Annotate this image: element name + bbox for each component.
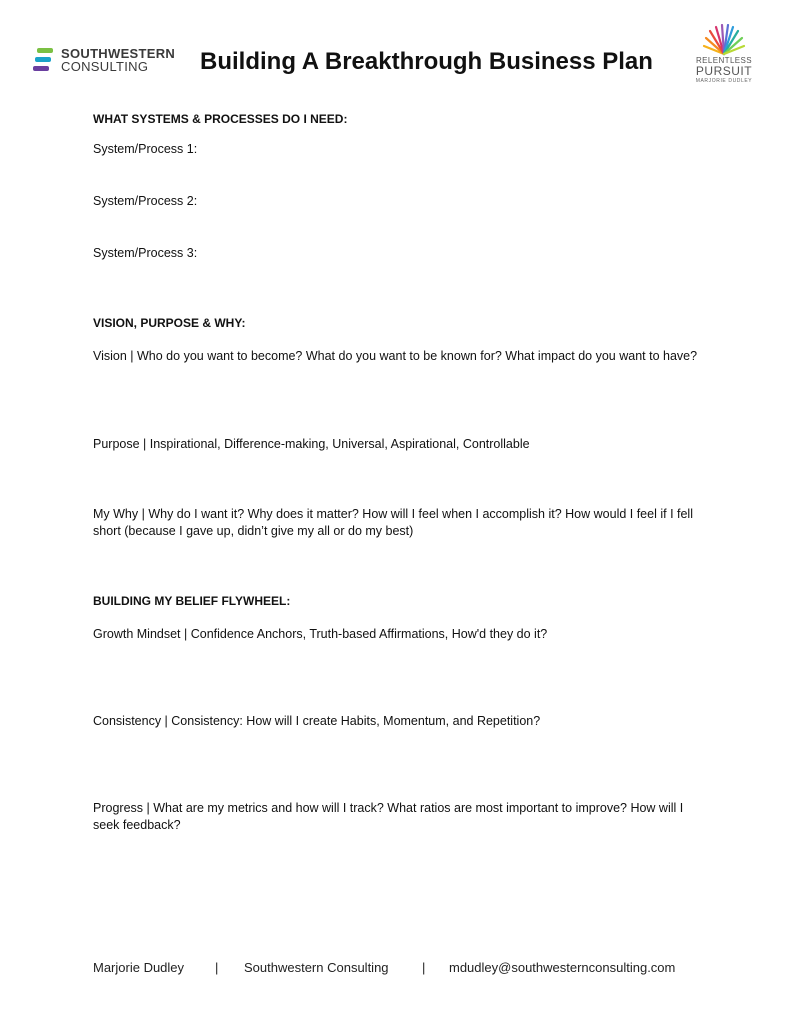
page-header — [0, 0, 789, 100]
footer-separator-2: | — [422, 960, 426, 975]
relentless-pursuit-logo — [690, 24, 758, 86]
prompt-vision: Vision | Who do you want to become? What do you want to be known for? What impact do you want to have? — [93, 349, 698, 363]
prompt-system-process-3: System/Process 3: — [93, 246, 198, 260]
footer-company: Southwestern Consulting — [244, 960, 389, 975]
prompt-progress: Progress | What are my metrics and how will I track? What ratios are most important to improve? How will I seek feedback? — [93, 801, 684, 832]
section-heading-vision: VISION, PURPOSE & WHY: — [93, 316, 246, 330]
sunburst-icon — [700, 24, 748, 56]
footer-separator-1: | — [215, 960, 219, 975]
section-heading-systems: WHAT SYSTEMS & PROCESSES DO I NEED: — [93, 112, 348, 126]
southwestern-consulting-logo — [33, 47, 183, 75]
document-title: Building A Breakthrough Business Plan — [200, 48, 653, 75]
prompt-system-process-2: System/Process 2: — [93, 194, 198, 208]
logo-text-relentless: RELENTLESS — [695, 56, 753, 65]
prompt-purpose: Purpose | Inspirational, Difference-making, Universal, Aspirational, Controllable — [93, 437, 530, 451]
logo-text-author: MARJORIE DUDLEY — [695, 78, 753, 84]
prompt-growth-mindset: Growth Mindset | Confidence Anchors, Truth-based Affirmations, How'd they do it? — [93, 627, 548, 641]
logo-line-1: SOUTHWESTERN — [61, 46, 176, 61]
footer-email: mdudley@southwesternconsulting.com — [449, 960, 676, 975]
logo-stripes-icon — [33, 48, 55, 74]
logo-wordmark — [61, 47, 175, 73]
prompt-system-process-1: System/Process 1: — [93, 142, 198, 156]
footer-name: Marjorie Dudley — [93, 960, 185, 975]
prompt-consistency: Consistency | Consistency: How will I create Habits, Momentum, and Repetition? — [93, 714, 541, 728]
logo-text-pursuit: PURSUIT — [695, 64, 753, 78]
section-heading-flywheel: BUILDING MY BELIEF FLYWHEEL: — [93, 594, 291, 608]
logo-line-2: CONSULTING — [61, 59, 149, 74]
prompt-my-why: My Why | Why do I want it? Why does it matter? How will I feel when I accomplish it? How would I feel if I fell short (because I gave up, didn’t give my all or do my best) — [93, 507, 693, 538]
